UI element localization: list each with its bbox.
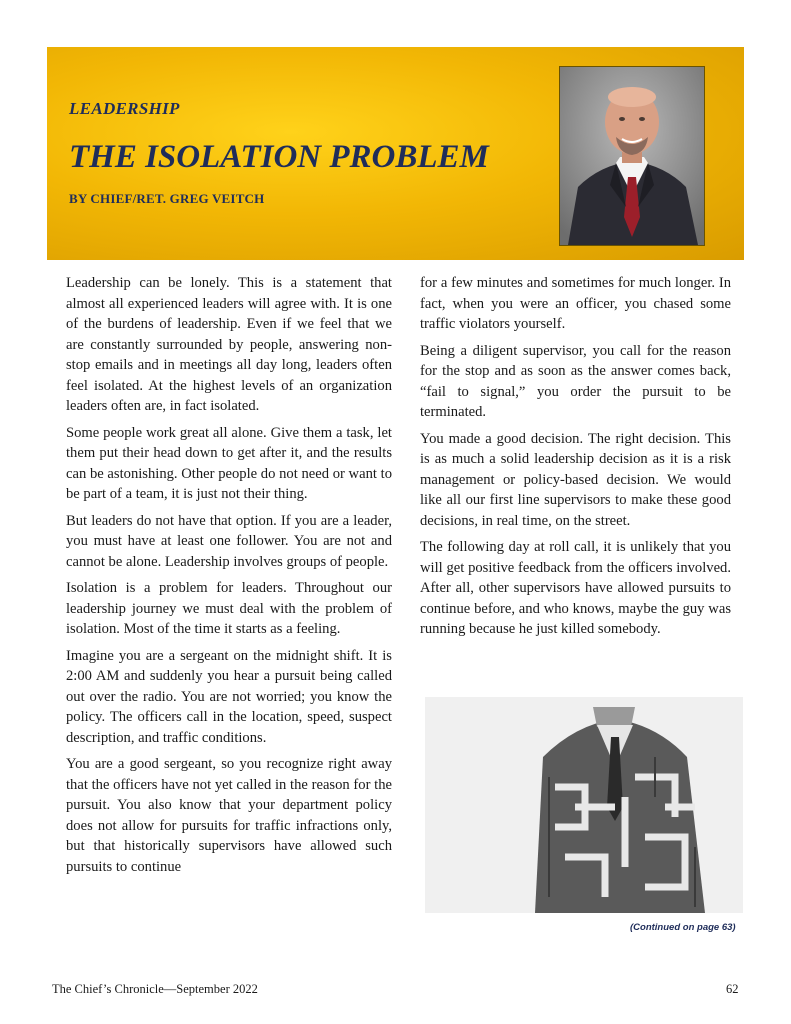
article-column-right — [420, 273, 731, 646]
paragraph: Some people work great all alone. Give them a task, let them put their head down to get after it, and the results can be astonishing. Other people do not need or want to be part of a team, it is just not their thing. — [66, 424, 392, 502]
paragraph: Leadership can be lonely. This is a statement that almost all experienced leaders will agree with. It is one of the burdens of leadership. Even if we feel that we are constantly surrounded by people, answering non-stop emails and in meetings all day long, leaders often feel isolated. At the highest levels of an organization leaders often are, in fact isolated. — [66, 275, 392, 414]
article-column-left — [66, 273, 392, 883]
article-header-banner — [47, 47, 744, 260]
paragraph: for a few minutes and sometimes for much longer. In fact, when you were an officer, you chased some traffic violators yourself. — [420, 275, 731, 332]
page-number: 62 — [726, 982, 739, 996]
paragraph: Being a diligent supervisor, you call for the reason for the stop and as soon as the answer comes back, “fail to signal,” you order the pursuit to be terminated. — [420, 342, 731, 420]
paragraph: The following day at roll call, it is unlikely that you will get positive feedback from the officers involved. After all, other supervisors have allowed pursuits to continue before, and who knows, maybe the guy was running because he just killed somebody. — [420, 539, 731, 637]
author-byline: BY CHIEF/RET. GREG VEITCH — [69, 191, 265, 206]
article-title: THE ISOLATION PROBLEM — [69, 139, 489, 175]
paragraph: You are a good sergeant, so you recognize right away that the officers have not yet called in the reason for the pursuit. You also know that your department policy does not allow for pursuits for traffic infractions only, but that historically supervisors have allowed such pursuits to continue — [66, 756, 392, 875]
author-portrait — [559, 66, 705, 246]
section-kicker: LEADERSHIP — [69, 99, 180, 118]
paragraph: Imagine you are a sergeant on the midnight shift. It is 2:00 AM and suddenly you hear a pursuit being called out over the radio. You are not worried; you know the policy. The officers call in the location, speed, suspect description, and traffic conditions. — [66, 647, 392, 746]
footer-publication: The Chief’s Chronicle—September 2022 — [52, 982, 258, 996]
paragraph: Isolation is a problem for leaders. Throughout our leadership journey we must deal with the problem of isolation. Most of the time it starts as a feeling. — [66, 580, 392, 637]
paragraph: But leaders do not have that option. If you are a leader, you must have at least one follower. You are not and cannot be alone. Leadership involves groups of people. — [66, 512, 392, 570]
maze-businessman-image — [425, 697, 743, 913]
continued-note: (Continued on page 63) — [630, 922, 736, 933]
paragraph: You made a good decision. The right decision. This is as much a solid leadership decision as it is a risk management or policy-based decision. We would like all our first line supervisors to make these good decisions, in real time, on the street. — [420, 430, 731, 529]
